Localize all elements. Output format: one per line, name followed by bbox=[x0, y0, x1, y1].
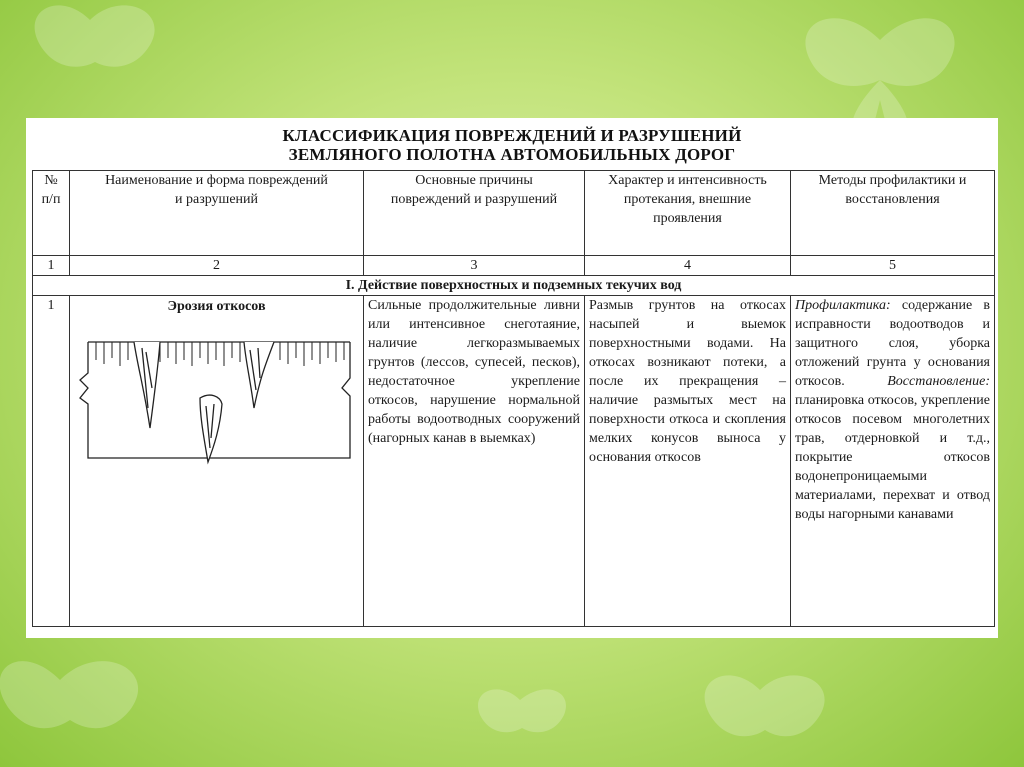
document-sheet bbox=[26, 118, 998, 638]
butterfly-icon bbox=[0, 661, 138, 728]
row-number: 1 bbox=[33, 296, 70, 627]
section-title: I. Действие поверхностных и подземных текучих вод bbox=[33, 276, 995, 296]
title-line-1: КЛАССИФИКАЦИЯ ПОВРЕЖДЕНИЙ И РАЗРУШЕНИЙ bbox=[282, 126, 742, 145]
header-number: № п/п bbox=[33, 171, 70, 256]
column-number-2: 2 bbox=[70, 256, 364, 276]
butterfly-icon bbox=[35, 5, 155, 66]
header-name: Наименование и форма повреждений и разрушений bbox=[70, 171, 364, 256]
butterfly-icon bbox=[705, 675, 825, 736]
column-number-3: 3 bbox=[364, 256, 585, 276]
butterfly-icon bbox=[478, 689, 566, 732]
column-number-1: 1 bbox=[33, 256, 70, 276]
prevention-text: содержание в исправности водоотводов и защитного слоя, уборка отложений грунта у основания откосов. bbox=[795, 298, 991, 389]
header-methods: Методы профилактики и восстановления bbox=[791, 171, 995, 256]
methods-cell bbox=[791, 296, 995, 627]
table-row bbox=[33, 296, 995, 627]
prevention-label: Профилактика: bbox=[795, 298, 891, 313]
title-line-2: ЗЕМЛЯНОГО ПОЛОТНА АВТОМОБИЛЬНЫХ ДОРОГ bbox=[288, 145, 736, 164]
restoration-label: Восстановление: bbox=[887, 374, 990, 389]
header-character: Характер и интенсивность протекания, внешние проявления bbox=[585, 171, 791, 256]
damage-name-cell bbox=[70, 296, 364, 627]
header-row bbox=[33, 171, 995, 256]
document-title bbox=[32, 126, 992, 170]
column-number-4: 4 bbox=[585, 256, 791, 276]
header-causes: Основные причины повреждений и разрушений bbox=[364, 171, 585, 256]
slope-erosion-illustration bbox=[74, 318, 360, 468]
character-cell: Размыв грунтов на откосах насыпей и выемок поверхностными водами. На откосах возникают потеки, а после их прекращения – наличие размытых мест на поверхности откоса и скопления мелких конусов выноса у основания откосов bbox=[585, 296, 791, 627]
column-number-5: 5 bbox=[791, 256, 995, 276]
damage-name: Эрозия откосов bbox=[167, 299, 266, 314]
restoration-text: планировка откосов, укрепление откосов посевом многолетних трав, отдерновкой и т.д., покрытие откосов водонепроницаемыми материалами, перехват и отвод воды нагорными канавами bbox=[795, 393, 990, 522]
causes-cell: Сильные продолжительные ливни или интенсивное снеготаяние, наличие легкоразмываемых грунтов (лессов, супесей, песков), недостаточное укрепление откосов, нарушение нормальной работы водоотводных сооружений (нагорных канав в выемках) bbox=[364, 296, 585, 627]
column-numbers-row bbox=[33, 256, 995, 276]
classification-table bbox=[32, 170, 995, 627]
section-row bbox=[33, 276, 995, 296]
